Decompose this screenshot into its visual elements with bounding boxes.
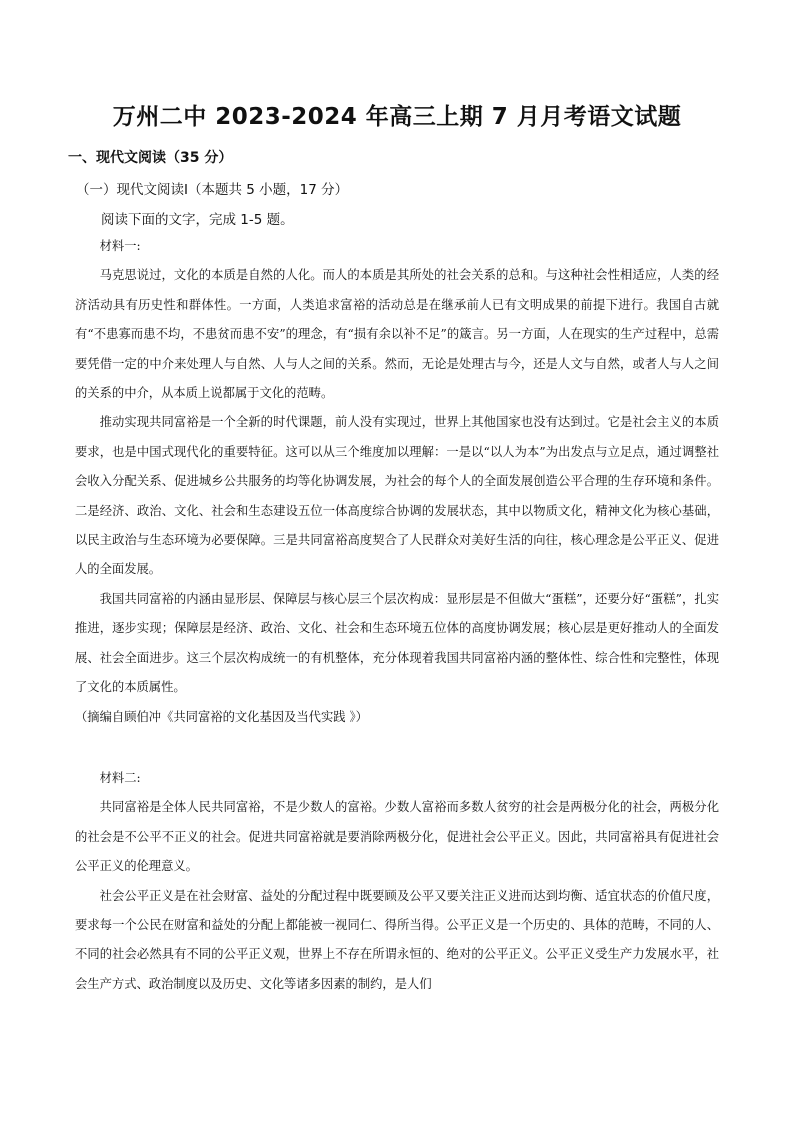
material-two-label: 材料二: — [99, 771, 141, 785]
material-two — [75, 764, 719, 999]
sub-heading: （一）现代文阅读Ⅰ（本题共 5 小题，17 分） — [76, 182, 349, 198]
material-one-label: 材料一: — [99, 239, 141, 253]
page-title: 万州二中 2023-2024 年高三上期 7 月月考语文试题 — [112, 104, 682, 130]
instruction-text: 阅读下面的文字，完成 1-5 题。 — [101, 212, 294, 228]
material-two-paragraph-2: 社会公平正义是在社会财富、益处的分配过程中既要顾及公平又要关注正义进而达到均衡、适宜状态的价值尺度，要求每一个公民在财富和益处的分配上都能被一视同仁、得所当得。公平正义是一个历史的、具体的范畴，不同的人、不同的社会必然具有不同的公平正义观，世界上不存在所谓永恒的、绝对的公平正义。公平正义受生产力发展水平，社会生产方式、政治制度以及历史、文化等诸多因素的制约，是人们 — [75, 888, 719, 991]
material-one-paragraph-3: 我国共同富裕的内涵由显形层、保障层与核心层三个层次构成：显形层是不但做大“蛋糕”，还要分好“蛋糕”，扎实推进，逐步实现；保障层是经济、政治、文化、社会和生态环境五位体的高度协调发展；核心层是更好推动人的全面发展、社会全面进步。这三个层次构成统一的有机整体，充分体现着我国共同富裕内涵的整体性、综合性和完整性，体现了文化的本质属性。 — [75, 591, 719, 695]
material-one — [75, 232, 719, 732]
material-one-source: （摘编自顾伯冲《共同富裕的文化基因及当代实践 》） — [75, 709, 368, 724]
material-one-paragraph-1: 马克思说过，文化的本质是自然的人化。而人的本质是其所处的社会关系的总和。与这种社会性相适应，人类的经济活动具有历史性和群体性。一方面，人类追求富裕的活动总是在继承前人已有文明成果的前提下进行。我国自古就有“不患寡而患不均，不患贫而患不安”的理念，有“损有余以补不足”的箴言。另一方面，人在现实的生产过程中，总需要凭借一定的中介来处理人与自然、人与人之间的关系。然而，无论是处理古与今，还是人文与自然，或者人与人之间的关系的中介，从本质上说都属于文化的范畴。 — [75, 268, 719, 401]
material-two-paragraph-1: 共同富裕是全体人民共同富裕，不是少数人的富裕。少数人富裕而多数人贫穷的社会是两极分化的社会，两极分化的社会是不公平不正义的社会。促进共同富裕就是要消除两极分化，促进社会公平正义。因此，共同富裕具有促进社会公平正义的伦理意义。 — [75, 800, 719, 874]
material-one-paragraph-2: 推动实现共同富裕是一个全新的时代课题，前人没有实现过，世界上其他国家也没有达到过。它是社会主义的本质要求，也是中国式现代化的重要特征。这可以从三个维度加以理解：一是以“以人为本”为出发点与立足点，通过调整社会收入分配关系、促进城乡公共服务的均等化协调发展，为社会的每个人的全面发展创造公平合理的生存环境和条件。二是经济、政治、文化、社会和生态建设五位一体高度综合协调的发展状态，其中以物质文化，精神文化为核心基础，以民主政治与生态环境为必要保障。三是共同富裕高度契合了人民群众对美好生活的向往，核心理念是公平正义、促进人的全面发展。 — [75, 415, 719, 577]
section-heading: 一、现代文阅读（35 分） — [68, 150, 233, 166]
